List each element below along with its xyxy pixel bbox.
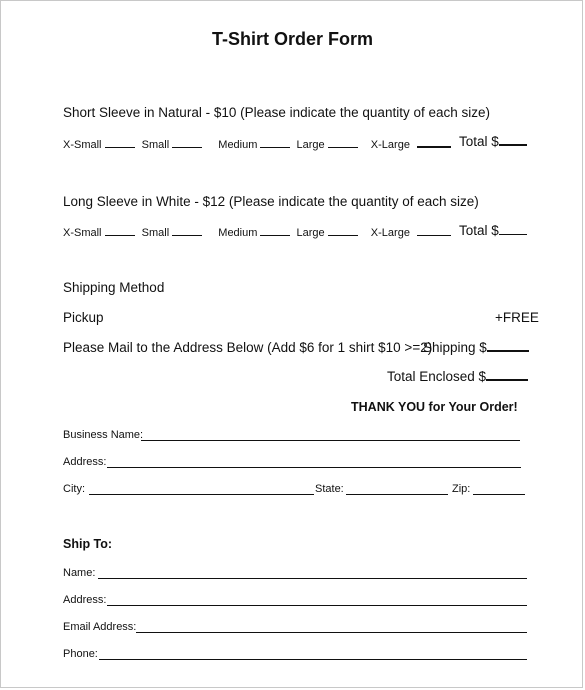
long-sleeve-size-row bbox=[63, 225, 451, 239]
short-medium-qty-field[interactable] bbox=[260, 137, 290, 148]
zip-field[interactable] bbox=[473, 494, 525, 495]
long-xlarge-qty-field[interactable] bbox=[417, 225, 451, 236]
size-label-small: Small bbox=[141, 139, 170, 151]
shipping-cost-label: Shipping $ bbox=[423, 340, 487, 355]
total-enclosed-label: Total Enclosed $ bbox=[387, 369, 487, 384]
size-label-xlarge: X-Large bbox=[370, 139, 410, 151]
shipping-method-heading: Shipping Method bbox=[63, 280, 165, 295]
size-label-small: Small bbox=[141, 227, 170, 239]
business-name-label: Business Name: bbox=[63, 429, 144, 441]
short-sleeve-total bbox=[459, 134, 527, 149]
ship-name-field[interactable] bbox=[98, 578, 527, 579]
size-label-xsmall: X-Small bbox=[63, 139, 102, 151]
ship-phone-label: Phone: bbox=[63, 648, 98, 660]
short-xlarge-qty-field[interactable] bbox=[417, 136, 451, 148]
size-label-large: Large bbox=[296, 139, 325, 151]
long-sleeve-heading: Long Sleeve in White - $12 (Please indicate the quantity of each size) bbox=[63, 194, 479, 209]
long-xsmall-qty-field[interactable] bbox=[105, 225, 135, 236]
pickup-label: Pickup bbox=[63, 310, 104, 325]
size-label-xlarge: X-Large bbox=[370, 227, 410, 239]
mail-option-label: Please Mail to the Address Below (Add $6 for 1 shirt $10 >=2) bbox=[63, 340, 433, 355]
total-enclosed-field[interactable] bbox=[486, 369, 528, 381]
size-label-medium: Medium bbox=[218, 139, 258, 151]
ship-address-label: Address: bbox=[63, 594, 107, 606]
short-sleeve-size-row bbox=[63, 136, 451, 151]
short-small-qty-field[interactable] bbox=[172, 137, 202, 148]
short-xsmall-qty-field[interactable] bbox=[105, 137, 135, 148]
zip-label: Zip: bbox=[452, 483, 471, 495]
short-large-qty-field[interactable] bbox=[328, 137, 358, 148]
business-address-label: Address: bbox=[63, 456, 107, 468]
shipping-cost bbox=[423, 340, 529, 355]
ship-to-heading: Ship To: bbox=[63, 537, 113, 551]
ship-email-label: Email Address: bbox=[63, 621, 137, 633]
long-medium-qty-field[interactable] bbox=[260, 225, 290, 236]
short-sleeve-total-label: Total $ bbox=[459, 134, 499, 149]
short-sleeve-total-field[interactable] bbox=[499, 134, 527, 146]
size-label-large: Large bbox=[296, 227, 325, 239]
pickup-price: +FREE bbox=[495, 310, 539, 325]
state-label: State: bbox=[315, 483, 344, 495]
long-sleeve-total-field[interactable] bbox=[499, 224, 527, 235]
ship-address-field[interactable] bbox=[107, 605, 527, 606]
size-label-xsmall: X-Small bbox=[63, 227, 102, 239]
ship-phone-field[interactable] bbox=[99, 659, 527, 660]
shipping-cost-field[interactable] bbox=[487, 340, 529, 352]
business-address-field[interactable] bbox=[107, 467, 521, 468]
ship-email-field[interactable] bbox=[136, 632, 527, 633]
long-small-qty-field[interactable] bbox=[172, 225, 202, 236]
city-label: City: bbox=[63, 483, 85, 495]
page-title: T-Shirt Order Form bbox=[211, 29, 373, 49]
size-label-medium: Medium bbox=[218, 227, 258, 239]
long-sleeve-total bbox=[459, 223, 527, 238]
long-large-qty-field[interactable] bbox=[328, 225, 358, 236]
state-field[interactable] bbox=[346, 494, 448, 495]
total-enclosed bbox=[387, 369, 528, 384]
business-name-field[interactable] bbox=[141, 440, 520, 441]
short-sleeve-heading: Short Sleeve in Natural - $10 (Please indicate the quantity of each size) bbox=[63, 105, 490, 120]
long-sleeve-total-label: Total $ bbox=[459, 223, 499, 238]
ship-name-label: Name: bbox=[63, 567, 96, 579]
thank-you-message: THANK YOU for Your Order! bbox=[351, 400, 518, 414]
city-field[interactable] bbox=[89, 494, 314, 495]
